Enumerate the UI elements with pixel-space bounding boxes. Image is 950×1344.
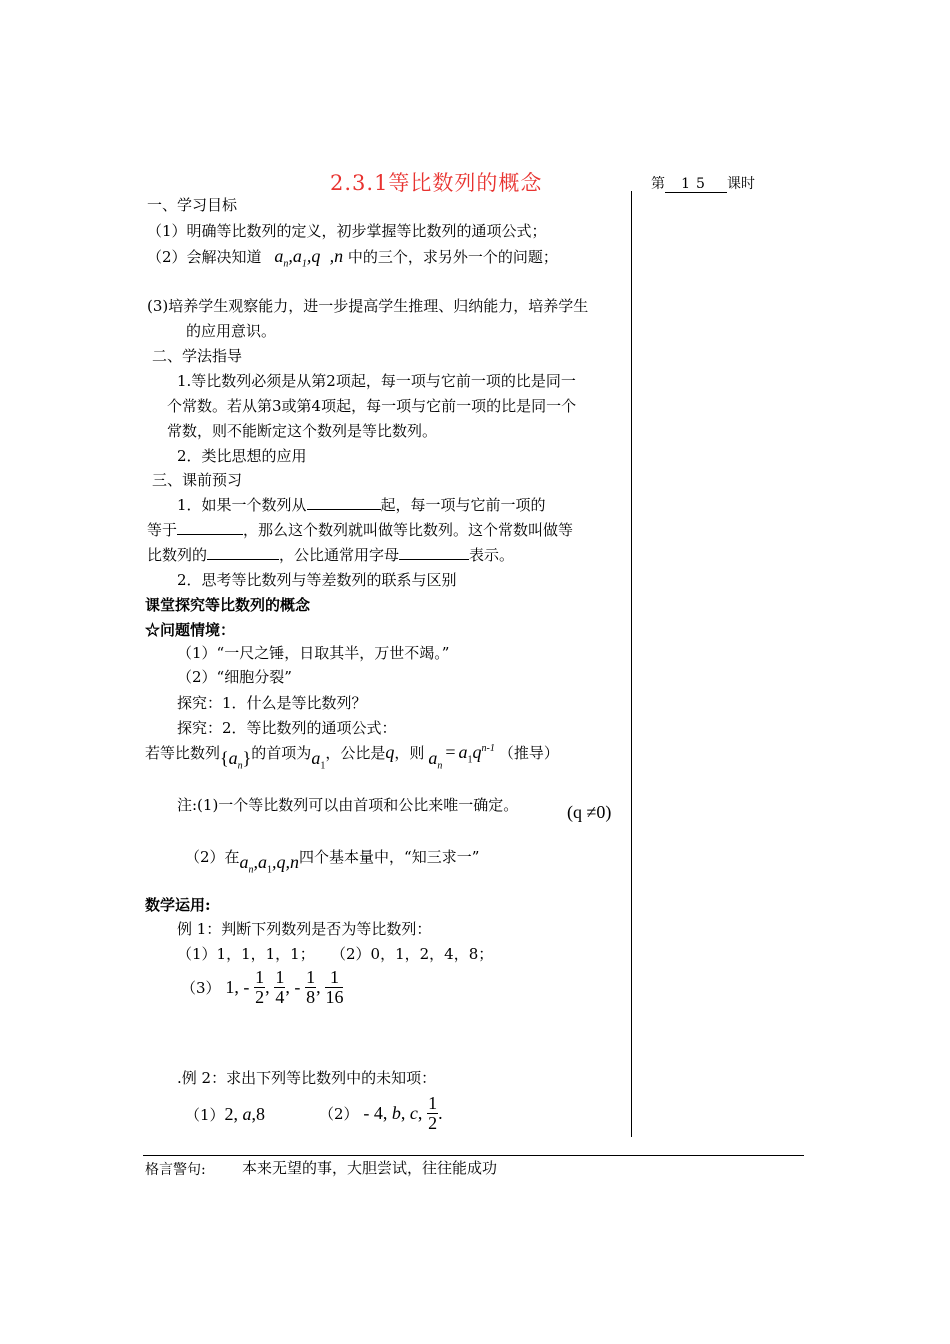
- method-1-line-3: 常数，则不能断定这个数列是等比数列。: [167, 422, 438, 440]
- objective-1: （1）明确等比数列的定义，初步掌握等比数列的通项公式；: [147, 222, 547, 240]
- preview-q1-line-1: 1．如果一个数列从 起，每一项与它前一项的: [177, 496, 546, 514]
- apply-heading: 数学运用:: [145, 896, 211, 914]
- objective-3-line-1: (3)培养学生观察能力，进一步提高学生推理、归纳能力，培养学生: [147, 297, 589, 315]
- example-1-part-1: （1）1，1，1，1；: [177, 945, 315, 963]
- explore-2: 探究：2．等比数列的通项公式：: [177, 719, 397, 737]
- example-2: .例 2：求出下列等比数列中的未知项：: [177, 1069, 437, 1087]
- example-2-part-2: （2） - 4, b, c, $\frac{1}{2}$ .: [319, 1093, 443, 1133]
- note-2: （2）在$a_n,a_1,q,n$四个基本量中，“知三求一”: [185, 848, 480, 876]
- section-method-heading: 二、学法指导: [152, 347, 243, 365]
- example-1-part-2: （2）0，1，2，4，8；: [331, 945, 494, 963]
- objective-2: （2）会解决知道 $a_n,a_1,q$ ,n 中的三个，求另外一个的问题；: [147, 246, 558, 270]
- method-1-line-1: 1.等比数列必须是从第2项起，每一项与它前一项的比是同一: [177, 372, 576, 390]
- explore-1: 探究：1．什么是等比数列？: [177, 694, 367, 712]
- preview-q2: 2．思考等比数列与等差数列的联系与区别: [177, 571, 457, 589]
- method-1-line-2: 个常数。若从第3或第4项起，每一项与它前一项的比是同一个: [167, 397, 577, 415]
- page-title: 2.3.1等比数列的概念: [330, 171, 543, 195]
- scenario-2: （2）“细胞分裂”: [177, 668, 292, 686]
- section-objectives-heading: 一、学习目标: [147, 196, 238, 214]
- scenario-1: （1）“一尺之锤，日取其半，万世不竭。”: [177, 644, 450, 662]
- motto-label: 格言警句:: [145, 1162, 206, 1178]
- section-preview-heading: 三、课前预习: [152, 471, 243, 489]
- general-term-formula: 若等比数列$\{a_n\}$的首项为$a_1$，公比是q，则 $a_n= a_1q^{n-1}$ （推导）: [145, 742, 559, 772]
- note-1-condition: (q ≠0): [567, 802, 612, 822]
- note-1: 注:(1)一个等比数列可以由首项和公比来唯一确定。: [177, 796, 519, 814]
- example-1: 例 1：判断下列数列是否为等比数列：: [177, 920, 432, 938]
- motto-text: 本来无望的事，大胆尝试，往往能成功: [242, 1159, 498, 1177]
- preview-q1-line-3: 比数列的 ，公比通常用字母 表示。: [147, 546, 515, 564]
- example-2-part-1: （1）2, a,8: [185, 1104, 266, 1124]
- method-2: 2．类比思想的应用: [177, 447, 307, 465]
- example-1-part-3: （3） 1, - $\frac{1}{2}$ , $\frac{1}{4}$ , - $\frac{1}{8}$ , $\frac{1}{16}$: [181, 967, 344, 1007]
- preview-q1-line-2: 等于 ，那么这个数列就叫做等比数列。这个常数叫做等: [147, 521, 574, 539]
- objective-3-line-2: 的应用意识。: [186, 322, 277, 340]
- lesson-number: 第 15 课时: [651, 176, 755, 192]
- column-divider: [631, 191, 632, 1137]
- lesson-number-value: 15: [665, 176, 727, 193]
- explore-heading: 课堂探究等比数列的概念: [145, 596, 311, 614]
- footer-divider: [143, 1155, 804, 1156]
- problem-scenario-label: ☆问题情境：: [145, 621, 236, 639]
